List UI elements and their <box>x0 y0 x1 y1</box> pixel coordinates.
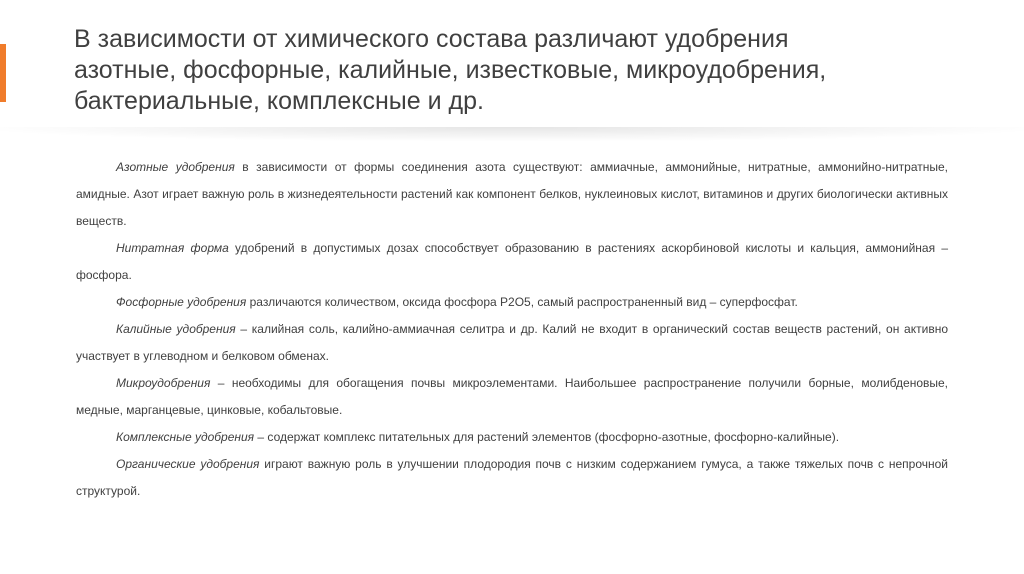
term-nitrate: Нитратная форма <box>116 241 229 255</box>
term-nitrogen: Азотные удобрения <box>116 160 235 174</box>
text-nitrate: удобрений в допустимых дозах способствует образованию в растениях аскорбиновой кислоты и кальция, аммонийная – фосфора. <box>76 241 949 282</box>
paragraph-nitrate <box>76 235 948 289</box>
title-line-1: В зависимости от химического состава различают удобрения <box>74 25 789 53</box>
paragraph-complex <box>76 424 948 451</box>
text-complex: – содержат комплекс питательных для растений элементов (фосфорно-азотные, фосфорно-калийные). <box>254 430 840 444</box>
term-complex: Комплексные удобрения <box>116 430 255 444</box>
text-nitrogen: в зависимости от формы соединения азота существуют: аммиачные, аммонийные, нитратные, аммонийно-нитратные, амидные. Азот играет важную роль в жизнедеятельности растений как компонент белков, нуклеиновых кислот, витаминов и других биологически активных веществ. <box>76 160 949 228</box>
text-phosphorus: различаются количеством, оксида фосфора Р2О5, самый распространенный вид – суперфосфат. <box>246 295 798 309</box>
paragraph-nitrogen <box>76 154 948 235</box>
term-micro: Микроудобрения <box>116 376 211 390</box>
accent-bar <box>0 44 6 102</box>
paragraph-organic <box>76 451 948 505</box>
title-line-3: бактериальные, комплексные и др. <box>74 87 484 115</box>
title-line-2: азотные, фосфорные, калийные, известковые, микроудобрения, <box>74 56 827 84</box>
term-organic: Органические удобрения <box>116 457 260 471</box>
paragraph-phosphorus <box>76 289 948 316</box>
slide-title <box>74 24 974 117</box>
title-divider <box>0 127 1024 141</box>
text-potassium: – калийная соль, калийно-аммиачная селитра и др. Калий не входит в органический состав веществ растений, он активно участвует в углеводном и белковом обменах. <box>76 322 948 363</box>
term-potassium: Калийные удобрения <box>116 322 236 336</box>
paragraph-potassium <box>76 316 948 370</box>
term-phosphorus: Фосфорные удобрения <box>116 295 247 309</box>
slide-body <box>76 154 948 505</box>
paragraph-micro <box>76 370 948 424</box>
text-micro: – необходимы для обогащения почвы микроэлементами. Наибольшее распространение получили борные, молибденовые, медные, марганцевые, цинковые, кобальтовые. <box>76 376 948 417</box>
text-organic: играют важную роль в улучшении плодородия почв с низким содержанием гумуса, а также тяжелых почв с непрочной структурой. <box>76 457 948 498</box>
